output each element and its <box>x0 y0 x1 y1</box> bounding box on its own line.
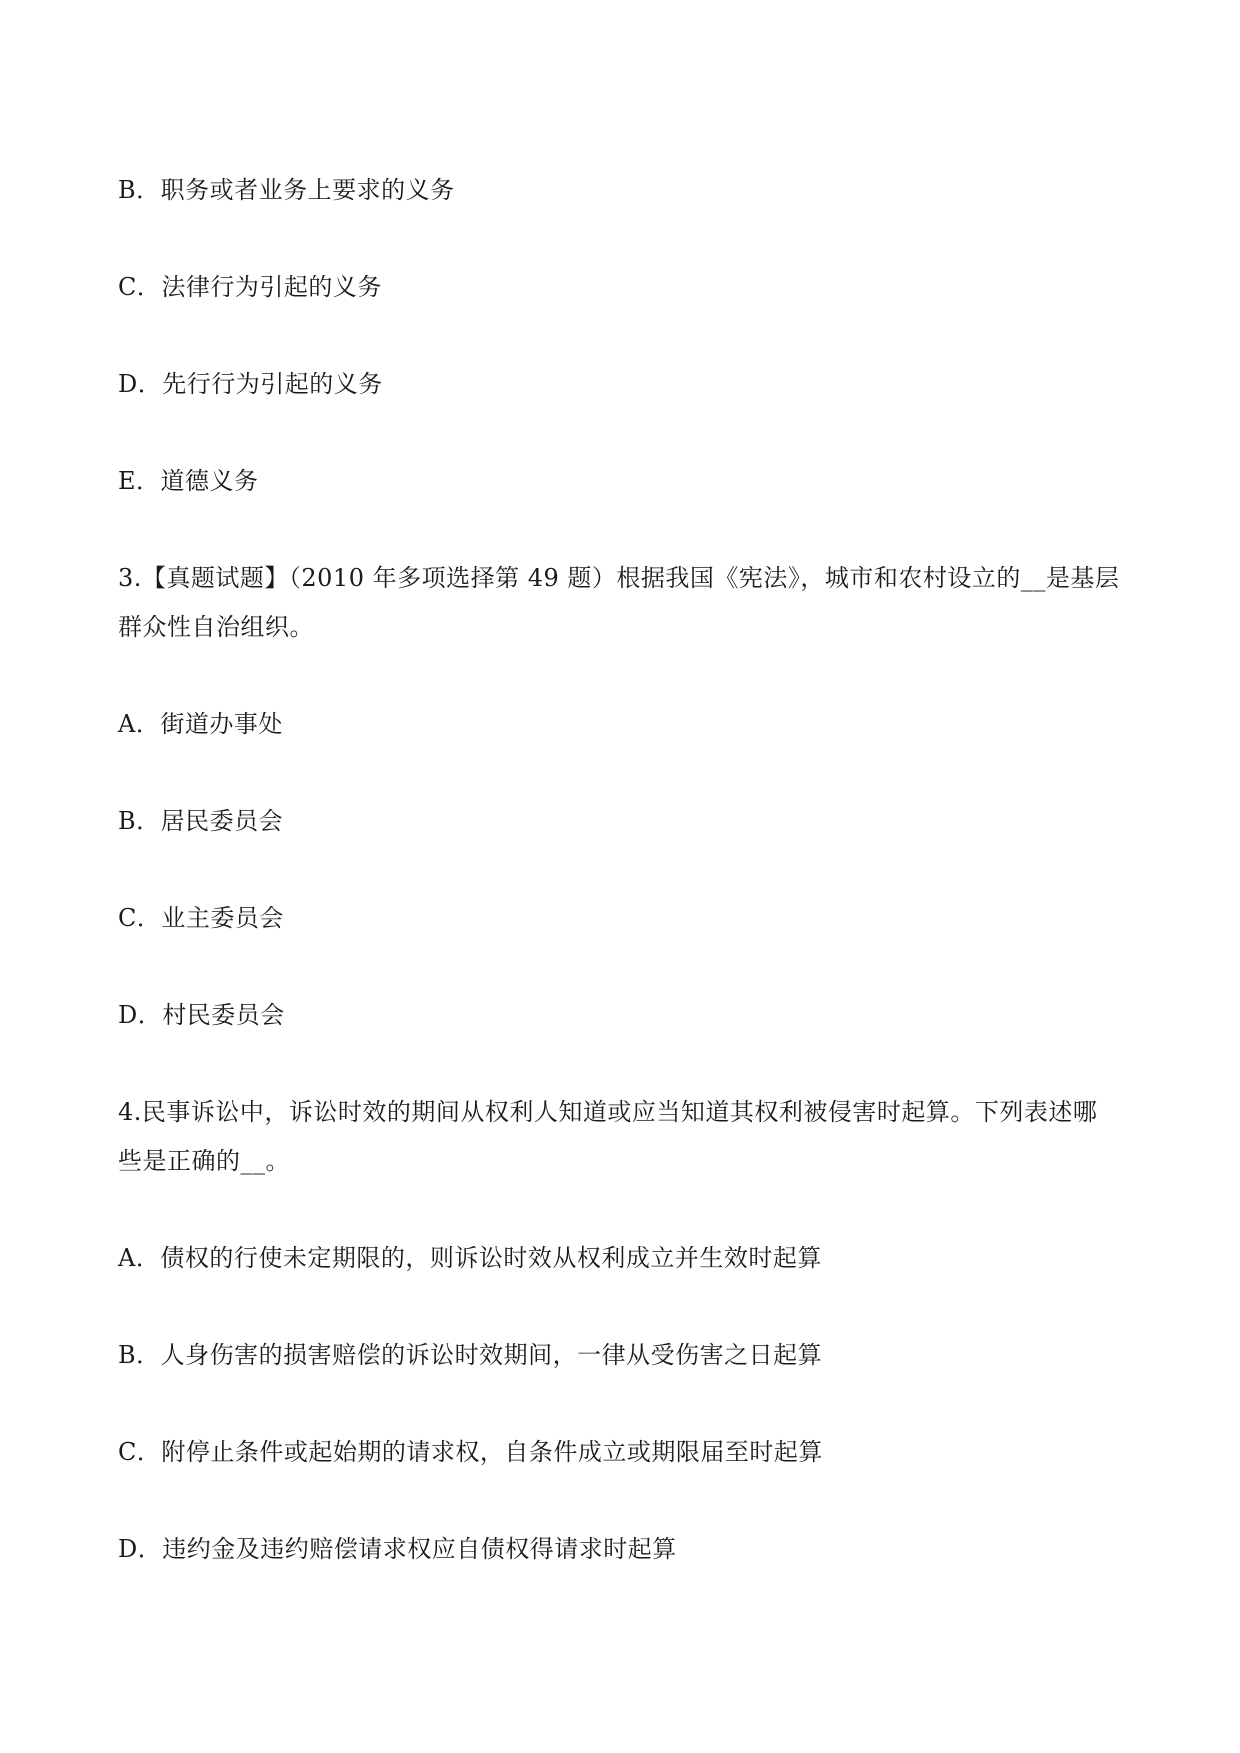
question-3-stem-line-1: 3.【真题试题】（2010 年多项选择第 49 题）根据我国《宪法》，城市和农村设立的__是基层 <box>118 564 1120 592</box>
option-e: E．道德义务 <box>118 467 259 495</box>
question-4-stem-line-1: 4.民事诉讼中，诉讼时效的期间从权利人知道或应当知道其权利被侵害时起算。下列表述哪 <box>118 1098 1098 1126</box>
question-3-stem-line-2: 群众性自治组织。 <box>118 613 314 641</box>
question-3-option-d: D．村民委员会 <box>118 1001 285 1029</box>
option-b: B．职务或者业务上要求的义务 <box>118 176 455 204</box>
question-3-option-b: B．居民委员会 <box>118 807 284 835</box>
option-c: C．法律行为引起的义务 <box>118 273 382 301</box>
question-4-option-d: D．违约金及违约赔偿请求权应自债权得请求时起算 <box>118 1535 677 1563</box>
question-4-stem-line-2: 些是正确的__。 <box>118 1147 290 1175</box>
question-4-option-c: C．附停止条件或起始期的请求权，自条件成立或期限届至时起算 <box>118 1438 823 1466</box>
option-d: D．先行行为引起的义务 <box>118 370 383 398</box>
question-3-option-c: C．业主委员会 <box>118 904 284 932</box>
question-4-option-a: A．债权的行使未定期限的，则诉讼时效从权利成立并生效时起算 <box>118 1244 822 1272</box>
question-4-option-b: B．人身伤害的损害赔偿的诉讼时效期间，一律从受伤害之日起算 <box>118 1341 823 1369</box>
question-3-option-a: A．街道办事处 <box>118 710 283 738</box>
